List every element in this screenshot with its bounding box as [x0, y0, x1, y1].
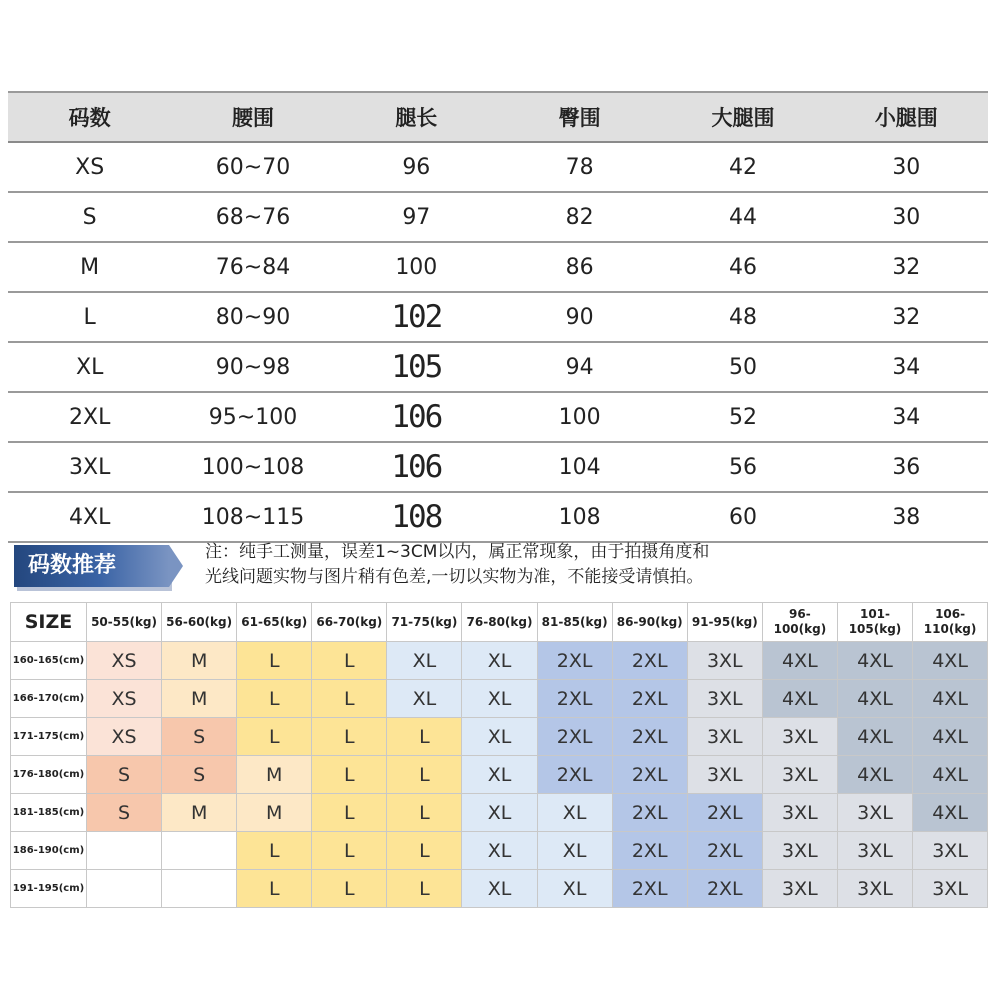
height-label: 191-195(cm)	[11, 870, 87, 908]
size-cell: XL	[8, 342, 171, 392]
size-cell: 36	[825, 442, 988, 492]
recommended-size-cell	[162, 870, 237, 908]
height-label: 186-190(cm)	[11, 832, 87, 870]
recommended-size-cell: 2XL	[537, 680, 612, 718]
recommended-size-cell: 4XL	[913, 680, 988, 718]
recommended-size-cell: M	[162, 642, 237, 680]
height-label: 171-175(cm)	[11, 718, 87, 756]
recommended-size-cell: L	[387, 756, 462, 794]
recommended-size-cell: L	[237, 680, 312, 718]
recommended-size-cell: L	[387, 718, 462, 756]
size-cell: 108~115	[171, 492, 334, 542]
recommended-size-cell: 3XL	[913, 832, 988, 870]
size-cell: 97	[335, 192, 498, 242]
size-cell: 48	[661, 292, 824, 342]
size-chart-header-row	[8, 92, 988, 142]
recommended-size-cell: XL	[462, 832, 537, 870]
recommended-size-cell: L	[312, 680, 387, 718]
recommended-size-cell: XL	[537, 870, 612, 908]
height-label: 160-165(cm)	[11, 642, 87, 680]
measurement-note	[205, 540, 709, 590]
weight-header: 81-85(kg)	[537, 603, 612, 642]
recommended-size-cell: 3XL	[687, 642, 762, 680]
size-cell: 105	[335, 342, 498, 392]
recommended-size-cell: L	[387, 794, 462, 832]
height-label: 176-180(cm)	[11, 756, 87, 794]
recommended-size-cell: L	[237, 870, 312, 908]
size-cell: 46	[661, 242, 824, 292]
recommended-size-cell: M	[237, 756, 312, 794]
height-row	[11, 718, 988, 756]
recommended-size-cell: XL	[462, 756, 537, 794]
height-row	[11, 870, 988, 908]
size-cell: 56	[661, 442, 824, 492]
recommended-size-cell: 3XL	[762, 756, 837, 794]
size-cell: 90	[498, 292, 661, 342]
recommended-size-cell: 2XL	[687, 794, 762, 832]
weight-header: 61-65(kg)	[237, 603, 312, 642]
recommended-size-cell: XS	[87, 642, 162, 680]
recommended-size-cell: M	[162, 680, 237, 718]
weight-header: 56-60(kg)	[162, 603, 237, 642]
recommended-size-cell	[162, 832, 237, 870]
recommended-size-cell: 2XL	[612, 756, 687, 794]
size-recommend-banner	[14, 545, 169, 587]
size-cell: 82	[498, 192, 661, 242]
recommended-size-cell: XL	[462, 870, 537, 908]
size-cell: L	[8, 292, 171, 342]
recommended-size-cell: 2XL	[612, 794, 687, 832]
recommended-size-cell: L	[312, 756, 387, 794]
size-cell: 90~98	[171, 342, 334, 392]
size-cell: 68~76	[171, 192, 334, 242]
recommended-size-cell: 2XL	[687, 870, 762, 908]
recommended-size-cell: 4XL	[762, 642, 837, 680]
size-row	[8, 392, 988, 442]
size-cell: 30	[825, 142, 988, 192]
size-cell: 106	[335, 392, 498, 442]
recommended-size-cell: XL	[462, 642, 537, 680]
header-size: 码数	[8, 92, 171, 142]
header-leg-length: 腿长	[335, 92, 498, 142]
size-chart-table	[8, 91, 988, 543]
size-cell: 100~108	[171, 442, 334, 492]
recommended-size-cell: 4XL	[913, 756, 988, 794]
size-recommendation-grid	[10, 602, 988, 908]
height-row	[11, 680, 988, 718]
banner-label: 码数推荐	[28, 553, 117, 578]
size-cell: 3XL	[8, 442, 171, 492]
size-row	[8, 192, 988, 242]
recommended-size-cell: 2XL	[612, 870, 687, 908]
size-cell: 95~100	[171, 392, 334, 442]
size-cell: 34	[825, 342, 988, 392]
recommended-size-cell: XL	[537, 832, 612, 870]
recommended-size-cell: 4XL	[837, 718, 912, 756]
recommended-size-cell: 3XL	[837, 870, 912, 908]
height-row	[11, 794, 988, 832]
recommended-size-cell: XL	[537, 794, 612, 832]
height-row	[11, 642, 988, 680]
recommended-size-cell: 3XL	[687, 756, 762, 794]
recommended-size-cell: XS	[87, 680, 162, 718]
recommended-size-cell: 3XL	[762, 718, 837, 756]
recommended-size-cell: S	[162, 718, 237, 756]
header-waist: 腰围	[171, 92, 334, 142]
recommended-size-cell: 4XL	[837, 756, 912, 794]
size-cell: 42	[661, 142, 824, 192]
height-row	[11, 832, 988, 870]
recommended-size-cell: 2XL	[687, 832, 762, 870]
recommended-size-cell: 2XL	[612, 718, 687, 756]
size-row	[8, 442, 988, 492]
recommended-size-cell: L	[237, 718, 312, 756]
size-cell: 94	[498, 342, 661, 392]
recommended-size-cell: L	[312, 870, 387, 908]
recommended-size-cell: M	[237, 794, 312, 832]
weight-header: 71-75(kg)	[387, 603, 462, 642]
size-cell: 80~90	[171, 292, 334, 342]
recommended-size-cell: S	[162, 756, 237, 794]
recommended-size-cell: XL	[462, 680, 537, 718]
size-cell: 30	[825, 192, 988, 242]
header-calf: 小腿围	[825, 92, 988, 142]
size-cell: 86	[498, 242, 661, 292]
recommended-size-cell: XL	[387, 642, 462, 680]
recommended-size-cell: L	[387, 870, 462, 908]
recommended-size-cell: 3XL	[687, 718, 762, 756]
size-chart-body	[8, 142, 988, 542]
size-cell: 32	[825, 292, 988, 342]
recommended-size-cell: 2XL	[537, 718, 612, 756]
recommended-size-cell: L	[312, 718, 387, 756]
weight-header: 91-95(kg)	[687, 603, 762, 642]
size-cell: 100	[498, 392, 661, 442]
recommended-size-cell: 2XL	[612, 832, 687, 870]
recommended-size-cell: 3XL	[913, 870, 988, 908]
size-row	[8, 242, 988, 292]
recommended-size-cell: M	[162, 794, 237, 832]
recommended-size-cell	[87, 832, 162, 870]
recommended-size-cell: S	[87, 794, 162, 832]
size-cell: 96	[335, 142, 498, 192]
size-cell: M	[8, 242, 171, 292]
recommended-size-cell: XS	[87, 718, 162, 756]
size-cell: 78	[498, 142, 661, 192]
size-cell: 108	[498, 492, 661, 542]
recommended-size-cell: 2XL	[537, 756, 612, 794]
recommended-size-cell: 3XL	[837, 794, 912, 832]
size-row	[8, 292, 988, 342]
size-cell: 106	[335, 442, 498, 492]
size-row	[8, 142, 988, 192]
recommended-size-cell: XL	[387, 680, 462, 718]
size-cell: S	[8, 192, 171, 242]
size-cell: 102	[335, 292, 498, 342]
recommended-size-cell: 3XL	[687, 680, 762, 718]
size-cell: 34	[825, 392, 988, 442]
size-cell: 60	[661, 492, 824, 542]
weight-header: 106-110(kg)	[913, 603, 988, 642]
recommended-size-cell: L	[312, 642, 387, 680]
size-cell: 100	[335, 242, 498, 292]
size-cell: 108	[335, 492, 498, 542]
size-cell: XS	[8, 142, 171, 192]
size-cell: 76~84	[171, 242, 334, 292]
recommended-size-cell: L	[387, 832, 462, 870]
recommended-size-cell: L	[237, 832, 312, 870]
recommended-size-cell: 4XL	[837, 680, 912, 718]
weight-header: 50-55(kg)	[87, 603, 162, 642]
recommended-size-cell: 4XL	[913, 642, 988, 680]
weight-header: 66-70(kg)	[312, 603, 387, 642]
recommended-size-cell: S	[87, 756, 162, 794]
height-row	[11, 756, 988, 794]
header-hip: 臀围	[498, 92, 661, 142]
recommended-size-cell: L	[312, 832, 387, 870]
size-row	[8, 492, 988, 542]
note-line-2: 光线问题实物与图片稍有色差,一切以实物为准，不能接受请慎拍。	[205, 567, 704, 587]
recommended-size-cell	[87, 870, 162, 908]
size-cell: 50	[661, 342, 824, 392]
recommended-size-cell: 4XL	[762, 680, 837, 718]
recommended-size-cell: L	[312, 794, 387, 832]
weight-header-row	[11, 603, 988, 642]
height-label: 166-170(cm)	[11, 680, 87, 718]
weight-header: 86-90(kg)	[612, 603, 687, 642]
size-cell: 60~70	[171, 142, 334, 192]
recommended-size-cell: 3XL	[762, 832, 837, 870]
weight-header: 96-100(kg)	[762, 603, 837, 642]
recommended-size-cell: 2XL	[612, 680, 687, 718]
size-cell: 38	[825, 492, 988, 542]
banner-arrow-icon	[169, 545, 183, 587]
recommended-size-cell: XL	[462, 718, 537, 756]
recommended-size-cell: 3XL	[762, 870, 837, 908]
size-cell: 104	[498, 442, 661, 492]
size-cell: 44	[661, 192, 824, 242]
size-row	[8, 342, 988, 392]
size-cell: 2XL	[8, 392, 171, 442]
header-thigh: 大腿围	[661, 92, 824, 142]
recommended-size-cell: XL	[462, 794, 537, 832]
weight-header: 101-105(kg)	[837, 603, 912, 642]
size-cell: 32	[825, 242, 988, 292]
height-label: 181-185(cm)	[11, 794, 87, 832]
recommended-size-cell: 4XL	[837, 642, 912, 680]
note-line-1: 注：纯手工测量，误差1~3CM以内，属正常现象，由于拍摄角度和	[205, 542, 710, 562]
recommended-size-cell: 4XL	[913, 718, 988, 756]
recommended-size-cell: L	[237, 642, 312, 680]
size-cell: 4XL	[8, 492, 171, 542]
recommendation-body	[11, 642, 988, 908]
recommended-size-cell: 3XL	[837, 832, 912, 870]
grid-corner-size: SIZE	[11, 603, 87, 642]
weight-header: 76-80(kg)	[462, 603, 537, 642]
recommended-size-cell: 2XL	[612, 642, 687, 680]
recommended-size-cell: 3XL	[762, 794, 837, 832]
recommended-size-cell: 4XL	[913, 794, 988, 832]
size-cell: 52	[661, 392, 824, 442]
recommended-size-cell: 2XL	[537, 642, 612, 680]
